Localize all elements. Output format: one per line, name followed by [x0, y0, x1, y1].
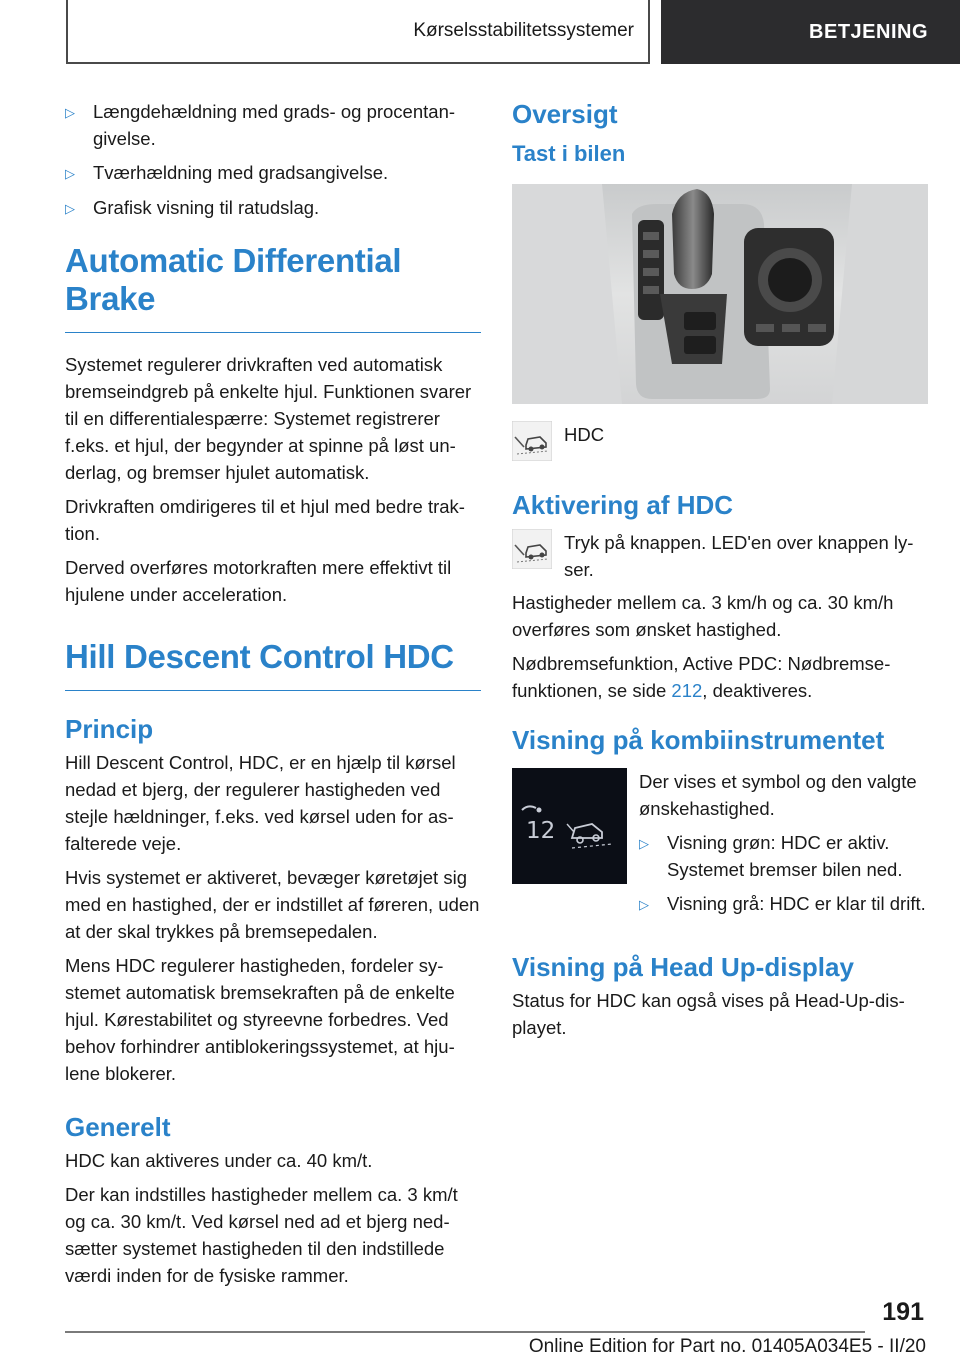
- heading-oversigt: Oversigt: [512, 99, 618, 129]
- paragraph: Mens HDC regulerer hastigheden, fordeler systemet automatisk bremsekraften på de enkelte hjul. Kørestabilitet og styreevne forbedres. Ved behov forhindrer antiblokeringssystemet, at hjulene blokerer.: [65, 955, 455, 1084]
- paragraph: Systemet regulerer drivkraften ved automatisk bremseindgreb på enkelte hjul. Funktionen svarer til en differentialespærre: Systemet registrerer f.eks. et hjul, der begynder at spinne på løst underlag, og bremser hjulet automatisk.: [65, 354, 472, 483]
- hill-descent-car-icon: [512, 529, 552, 569]
- heading-hill-descent-control: Hill Descent Control HDC: [65, 638, 481, 691]
- triangle-right-icon: ▷: [65, 166, 75, 181]
- kombi-description: [639, 768, 930, 925]
- bullet-item: ▷ Visning grøn: HDC er aktiv. Systemet bremser bilen ned.: [639, 829, 930, 883]
- paragraph: Status for HDC kan også vises på Head-Up-displayet.: [512, 990, 905, 1038]
- triangle-right-icon: ▷: [65, 201, 75, 216]
- page-number: 191: [882, 1298, 924, 1326]
- heading-generelt: Generelt: [65, 1112, 171, 1142]
- edition-note: Online Edition for Part no. 01405A034E5 - II/20: [528, 1336, 926, 1357]
- header-section-title: [66, 0, 650, 64]
- paragraph: Derved overføres motorkraften mere effektivt til hjulene under acceleration.: [65, 557, 452, 605]
- instruction-text: Tryk på knappen. LED'en over knappen lyser.: [564, 532, 914, 580]
- hdc-key-legend: [512, 421, 930, 461]
- paragraph: HDC kan aktiveres under ca. 40 km/t.: [65, 1150, 373, 1171]
- heading-aktivering: Aktivering af HDC: [512, 490, 734, 520]
- paragraph: Hvis systemet er aktiveret, bevæger køretøjet sig med en hastighed, der er indstillet af føreren, uden at der skal trykkes på bremsepedalen.: [65, 867, 480, 942]
- chapter-title-text: BETJENING: [809, 20, 928, 43]
- heading-princip: Princip: [65, 714, 154, 744]
- paragraph: Hill Descent Control, HDC, er en hjælp til kørsel nedad et bjerg, der regulerer hastigheden ved stejle hældninger, f.eks. ved kørsel uden for asfalterede veje.: [65, 752, 456, 854]
- section-title-text: Kørselsstabilitetssystemer: [413, 20, 634, 41]
- bullet-item: ▷ Længdehældning med grads- og procentangivelse.: [65, 98, 481, 152]
- heading-visning-head-up: Visning på Head Up-display: [512, 952, 854, 982]
- page-reference-link[interactable]: 212: [671, 680, 703, 701]
- hdc-label: HDC: [564, 424, 605, 445]
- set-speed-value: 12: [526, 818, 556, 844]
- paragraph: Der vises et symbol og den valgte ønskehastighed.: [639, 771, 917, 819]
- hill-descent-car-icon: [512, 421, 552, 461]
- right-column: [512, 98, 930, 1048]
- heading-automatic-differential-brake: Automatic Differential Brake: [65, 242, 481, 333]
- footer-divider: [65, 1331, 865, 1333]
- heading-visning-kombiinstrument: Visning på kombiinstrumentet: [512, 725, 885, 755]
- triangle-right-icon: ▷: [639, 836, 649, 851]
- paragraph: Hastigheder mellem ca. 3 km/h og ca. 30 km/h overføres som ønsket hastighed.: [512, 592, 894, 640]
- bullet-item: ▷ Tværhældning med gradsangivelse.: [65, 159, 481, 187]
- kombi-display-block: [512, 768, 930, 925]
- paragraph: Nødbremsefunktion, Active PDC: Nødbremsefunktionen, se side 212, deaktiveres.: [512, 653, 891, 701]
- instrument-cluster-display: [512, 768, 627, 884]
- heading-tast-i-bilen: Tast i bilen: [512, 141, 626, 166]
- paragraph: Drivkraften omdirigeres til et hjul med bedre traktion.: [65, 496, 465, 544]
- hdc-press-instruction: [512, 529, 930, 583]
- left-column: [65, 98, 481, 1296]
- header-chapter-tab: [661, 0, 960, 64]
- bullet-item: ▷ Visning grå: HDC er klar til drift.: [639, 890, 930, 918]
- paragraph: Der kan indstilles hastigheder mellem ca. 3 km/t og ca. 30 km/t. Ved kørsel ned ad et bjerg nedsætter systemet hastigheden til den indstillede værdi inden for de fysiske rammer.: [65, 1184, 458, 1286]
- center-console-photo: [512, 184, 928, 404]
- triangle-right-icon: ▷: [639, 897, 649, 912]
- triangle-right-icon: ▷: [65, 105, 75, 120]
- bullet-item: ▷ Grafisk visning til ratudslag.: [65, 194, 481, 222]
